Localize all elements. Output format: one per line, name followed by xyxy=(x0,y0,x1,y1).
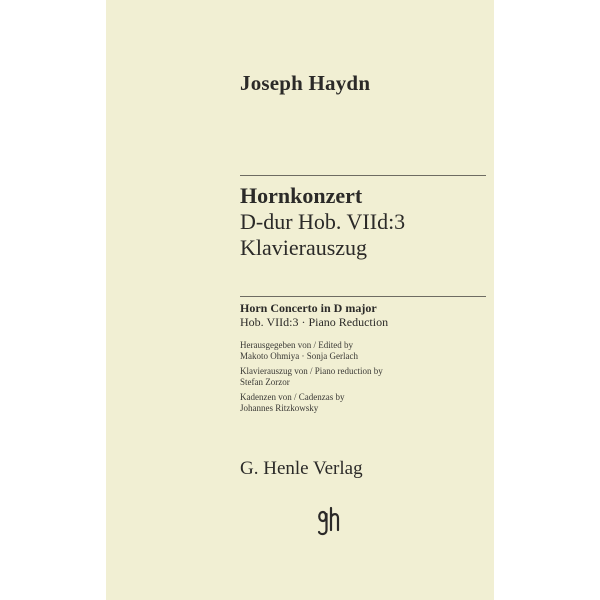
credit-role: Kadenzen von / Cadenzas by xyxy=(240,392,345,402)
publisher-name: G. Henle Verlag xyxy=(240,458,363,479)
credit-cadenzas xyxy=(240,392,383,414)
credit-names: Stefan Zorzor xyxy=(240,377,290,387)
credits-block xyxy=(240,340,383,418)
composer-name: Joseph Haydn xyxy=(240,71,371,95)
credit-editors xyxy=(240,340,383,362)
german-title-block xyxy=(240,183,405,261)
credit-names: Johannes Ritzkowsky xyxy=(240,403,319,413)
divider-middle xyxy=(240,296,486,297)
credit-role: Herausgegeben von / Edited by xyxy=(240,340,353,350)
english-catalog-edition: Hob. VIId:3 · Piano Reduction xyxy=(240,315,389,329)
english-work-title: Horn Concerto in D major xyxy=(240,301,377,315)
henle-gh-monogram-icon xyxy=(314,506,342,538)
credit-names: Makoto Ohmiya · Sonja Gerlach xyxy=(240,351,358,361)
credit-piano-reduction xyxy=(240,366,383,388)
edition-type: Klavierauszug xyxy=(240,235,368,260)
divider-top xyxy=(240,175,486,176)
work-key-catalog: D-dur Hob. VIId:3 xyxy=(240,209,406,234)
work-title: Hornkonzert xyxy=(240,183,363,208)
credit-role: Klavierauszug von / Piano reduction by xyxy=(240,366,383,376)
english-title-block xyxy=(240,301,388,329)
